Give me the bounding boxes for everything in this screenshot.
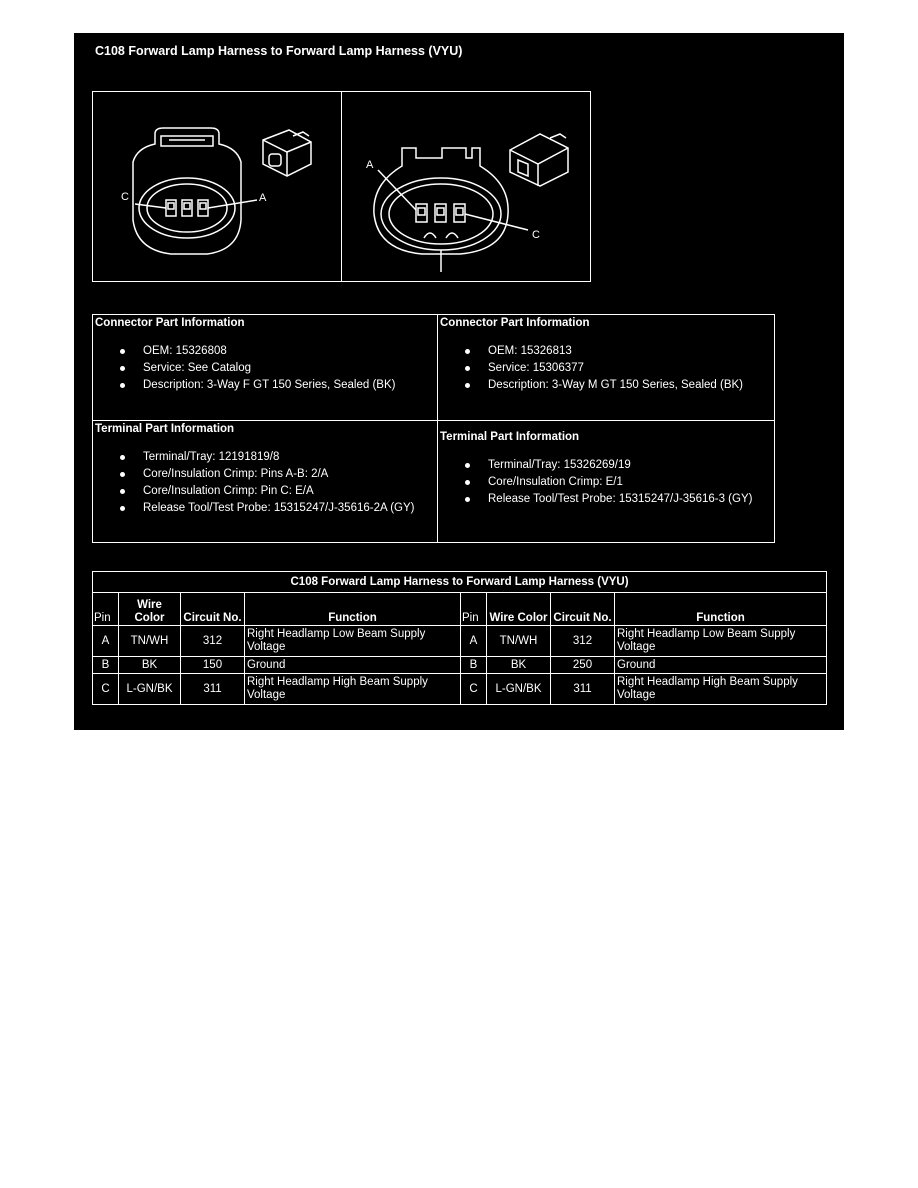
list-item: Core/Insulation Crimp: Pins A-B: 2/A <box>95 466 435 483</box>
cell-pin: B <box>461 657 487 674</box>
cell-pin: A <box>461 626 487 657</box>
cell-function: Ground <box>245 657 461 674</box>
terminal-info-heading: Terminal Part Information <box>440 431 580 443</box>
list-item: OEM: 15326813 <box>440 343 772 360</box>
cell-circuit: 150 <box>181 657 245 674</box>
cell-wire-color: L-GN/BK <box>487 674 551 705</box>
cell-function: Right Headlamp Low Beam Supply Voltage <box>615 626 827 657</box>
column-header-pin: Pin <box>93 593 119 626</box>
list-item: Terminal/Tray: 15326269/19 <box>440 457 772 474</box>
column-header-wire-color: Wire Color <box>119 593 181 626</box>
cell-circuit: 312 <box>551 626 615 657</box>
list-item: Service: See Catalog <box>95 360 435 377</box>
connector-info-list <box>95 343 435 394</box>
column-header-circuit-no: Circuit No. <box>551 593 615 626</box>
connector-face-outer <box>139 178 235 238</box>
cell-function: Right Headlamp Low Beam Supply Voltage <box>245 626 461 657</box>
cell-function: Right Headlamp High Beam Supply Voltage <box>245 674 461 705</box>
cell-wire-color: TN/WH <box>119 626 181 657</box>
cell-circuit: 311 <box>551 674 615 705</box>
list-item: Description: 3-Way M GT 150 Series, Sealed (BK) <box>440 377 772 394</box>
connector-info-heading: Connector Part Information <box>95 317 245 329</box>
connector-info-list <box>440 343 772 394</box>
connector-info-right <box>438 315 775 421</box>
terminal-info-list <box>440 457 772 508</box>
column-header-wire-color: Wire Color <box>487 593 551 626</box>
terminal-info-left <box>93 421 438 543</box>
cell-pin: C <box>461 674 487 705</box>
pinout-header-row <box>93 593 827 626</box>
column-header-function: Function <box>615 593 827 626</box>
table-row <box>93 657 827 674</box>
cell-wire-color: L-GN/BK <box>119 674 181 705</box>
cell-circuit: 250 <box>551 657 615 674</box>
pinout-table <box>92 571 827 705</box>
list-item: Release Tool/Test Probe: 15315247/J-35616-2A (GY) <box>95 500 435 517</box>
list-item: Release Tool/Test Probe: 15315247/J-35616-3 (GY) <box>440 491 772 508</box>
terminal-info-list <box>95 449 435 517</box>
column-header-pin: Pin <box>461 593 487 626</box>
cell-pin: A <box>93 626 119 657</box>
list-item: Core/Insulation Crimp: Pin C: E/A <box>95 483 435 500</box>
pin-label-c: C <box>532 229 540 241</box>
pin-label-a: A <box>259 192 267 204</box>
pin-label-a: A <box>366 159 374 171</box>
cell-wire-color: TN/WH <box>487 626 551 657</box>
cell-pin: B <box>93 657 119 674</box>
connector-face-inner <box>389 184 493 244</box>
pinout-table-caption: C108 Forward Lamp Harness to Forward Lamp Harness (VYU) <box>93 572 827 593</box>
cell-pin: C <box>93 674 119 705</box>
cell-function: Ground <box>615 657 827 674</box>
connector-housing-outline <box>133 128 241 254</box>
male-connector-view <box>341 91 591 282</box>
list-item: OEM: 15326808 <box>95 343 435 360</box>
list-item: Service: 15306377 <box>440 360 772 377</box>
list-item: Description: 3-Way F GT 150 Series, Sealed (BK) <box>95 377 435 394</box>
female-connector-drawing <box>93 92 341 281</box>
cell-wire-color: BK <box>119 657 181 674</box>
female-connector-view <box>92 91 342 282</box>
isometric-connector-icon <box>510 134 568 186</box>
table-row <box>93 626 827 657</box>
part-information-table <box>92 314 775 543</box>
connector-face-outer <box>381 178 501 250</box>
list-item: Core/Insulation Crimp: E/1 <box>440 474 772 491</box>
terminal-info-heading: Terminal Part Information <box>95 423 235 435</box>
cell-function: Right Headlamp High Beam Supply Voltage <box>615 674 827 705</box>
cell-wire-color: BK <box>487 657 551 674</box>
column-header-circuit-no: Circuit No. <box>181 593 245 626</box>
list-item: Terminal/Tray: 12191819/8 <box>95 449 435 466</box>
male-connector-drawing <box>342 92 590 281</box>
column-header-function: Function <box>245 593 461 626</box>
terminal-info-right <box>438 421 775 543</box>
page-title: C108 Forward Lamp Harness to Forward Lamp Harness (VYU) <box>95 44 463 58</box>
connector-face-inner <box>147 184 227 232</box>
connector-info-left <box>93 315 438 421</box>
table-row <box>93 674 827 705</box>
leader-a <box>208 200 257 208</box>
document-panel <box>74 33 844 730</box>
connector-latch <box>161 136 213 146</box>
connector-info-heading: Connector Part Information <box>440 317 590 329</box>
isometric-connector-icon <box>263 130 311 176</box>
cell-circuit: 311 <box>181 674 245 705</box>
pin-label-c: C <box>121 191 129 203</box>
cell-circuit: 312 <box>181 626 245 657</box>
